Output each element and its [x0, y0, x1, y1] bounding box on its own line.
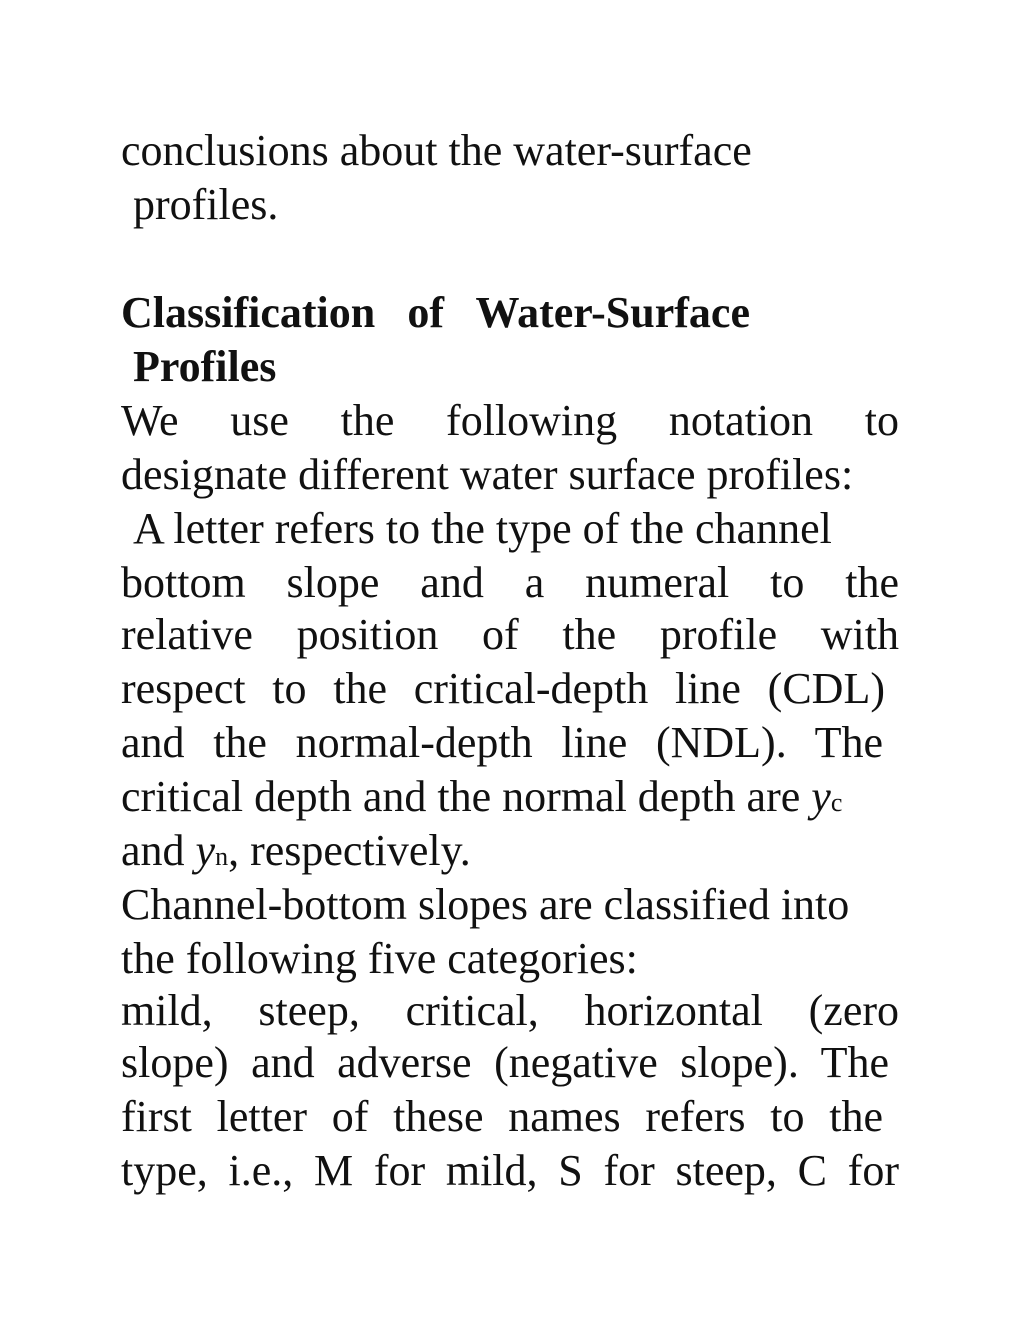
paragraph-1-line-5: relative position of the profile with [121, 610, 899, 659]
section-heading-line-1: Classification of Water-Surface [121, 288, 750, 337]
paragraph-1-line-3: A letter refers to the type of the channel [133, 504, 832, 553]
paragraph-1-line-2: designate different water surface profiles: [121, 450, 854, 499]
paragraph-2-line-6: type, i.e., M for mild, S for steep, C for [121, 1146, 899, 1195]
paragraph-1-line-7: and the normal-depth line (NDL). The [121, 718, 883, 767]
subscript-c: c [830, 788, 843, 817]
paragraph-2-line-4: slope) and adverse (negative slope). The [121, 1038, 889, 1087]
paragraph-1-line-9-pre: and [121, 826, 196, 875]
paragraph-2-line-5: first letter of these names refers to the [121, 1092, 883, 1141]
paragraph-1-line-1: We use the following notation to [121, 396, 899, 445]
paragraph-1-line-4: bottom slope and a numeral to the [121, 558, 899, 607]
paragraph-1-line-6: respect to the critical-depth line (CDL) [121, 664, 885, 713]
variable-y: y [811, 772, 831, 821]
paragraph-2-line-3: mild, steep, critical, horizontal (zero [121, 986, 899, 1035]
paragraph-1-line-9 [121, 824, 899, 884]
paragraph-1-line-9-post: , respectively. [228, 826, 471, 875]
variable-y: y [195, 826, 216, 875]
paragraph-2-line-2: the following five categories: [121, 934, 638, 983]
section-heading-line-2: Profiles [133, 342, 277, 391]
intro-line-2: profiles. [133, 180, 279, 229]
intro-line-1: conclusions about the water-surface [121, 126, 752, 175]
paragraph-2-line-1: Channel-bottom slopes are classified into [121, 880, 850, 929]
paragraph-1-line-8-text: critical depth and the normal depth are [121, 772, 812, 821]
paragraph-1-line-8 [121, 770, 899, 830]
subscript-n: n [215, 842, 229, 871]
